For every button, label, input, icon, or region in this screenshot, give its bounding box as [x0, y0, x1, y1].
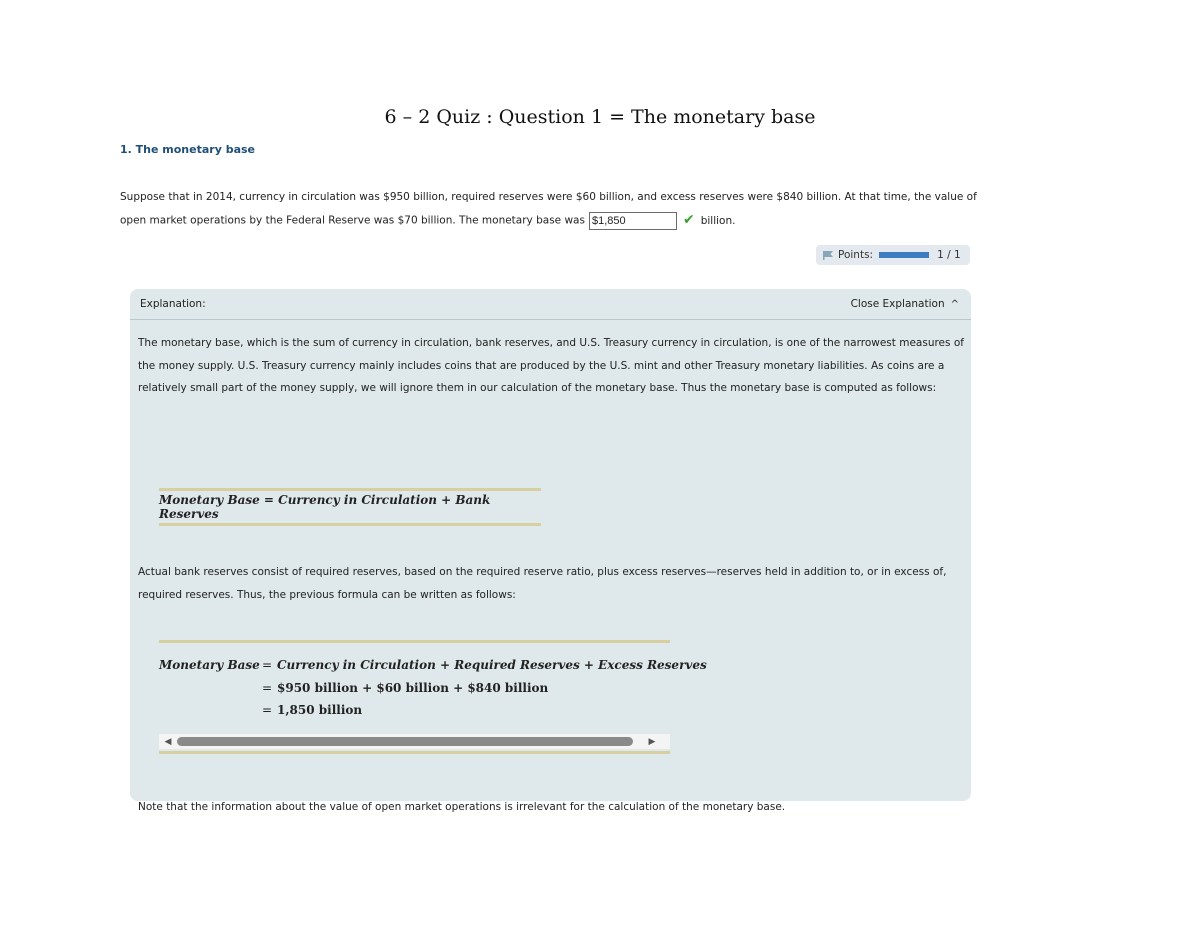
formula-monetary-base — [159, 488, 541, 526]
explanation-label: Explanation: — [140, 298, 206, 310]
scroll-left-arrow-icon[interactable]: ◀ — [164, 736, 172, 747]
formula-2-line-1 — [159, 655, 707, 675]
formula-2-equals-3: = — [261, 703, 273, 717]
close-explanation-label: Close Explanation — [850, 298, 945, 310]
question-heading: 1. The monetary base — [120, 143, 256, 156]
formula-2-rhs-2: $950 billion + $60 billion + $840 billion — [277, 681, 549, 695]
scrollbar-thumb[interactable] — [177, 737, 633, 746]
close-explanation-button[interactable] — [851, 298, 959, 310]
points-value: 1 / 1 — [937, 249, 961, 261]
answer-input[interactable]: $1,850 — [589, 212, 677, 230]
formula-2-equals-1: = — [261, 658, 273, 672]
points-progress-bar — [879, 252, 929, 258]
formula-2-rhs-1: Currency in Circulation + Required Reserves + Excess Reserves — [277, 658, 707, 672]
points-label: Points: — [838, 249, 874, 261]
explanation-panel — [130, 289, 971, 813]
question-text-before: Suppose that in 2014, currency in circulation was $950 billion, required reserves were $60 billion, and excess reserves were $840 billion. At that time, the value of open market operations by the Federal Reserve was $70 billion. The monetary base was — [120, 191, 977, 227]
formula-2-line-3 — [159, 700, 362, 720]
formula-1-text: Monetary Base = Currency in Circulation + Bank Reserves — [159, 493, 491, 521]
check-icon: ✔ — [682, 212, 695, 228]
scroll-right-arrow-icon[interactable]: ▶ — [648, 736, 656, 747]
caret-up-icon: ^ — [950, 298, 959, 310]
question-text-after: billion. — [700, 214, 736, 227]
formula-2-rhs-3: 1,850 billion — [277, 703, 363, 717]
explanation-paragraph-2: Actual bank reserves consist of required reserves, based on the required reserve ratio, plus excess reserves—reserves held in addition to, or in excess of, required reserves. Thus, the previous formula can be written as follows: — [138, 566, 947, 601]
formula-expanded — [159, 640, 707, 754]
explanation-header — [130, 289, 971, 320]
points-indicator — [816, 245, 970, 265]
question-text — [120, 186, 990, 233]
explanation-paragraph-3: Note that the information about the value of open market operations is irrelevant for the calculation of the monetary base. — [138, 801, 786, 813]
flag-icon — [822, 250, 834, 260]
formula-2-lhs: Monetary Base — [159, 658, 260, 672]
formula-scrollbar[interactable] — [159, 734, 670, 749]
explanation-paragraph-1: The monetary base, which is the sum of currency in circulation, bank reserves, and U.S. Treasury currency in circulation, is one of the narrowest measures of the money supply. U.S. Treasury currency mainly includes coins that are produced by the U.S. mint and other Treasury monetary liabilities. As coins are a relatively small part of the money supply, we will ignore them in our calculation of the monetary base. Thus the monetary base is computed as follows: — [138, 337, 964, 394]
formula-2-equals-2: = — [261, 681, 273, 695]
document-title: 6 – 2 Quiz : Question 1 = The monetary base — [384, 106, 816, 128]
formula-2-line-2 — [159, 678, 548, 698]
